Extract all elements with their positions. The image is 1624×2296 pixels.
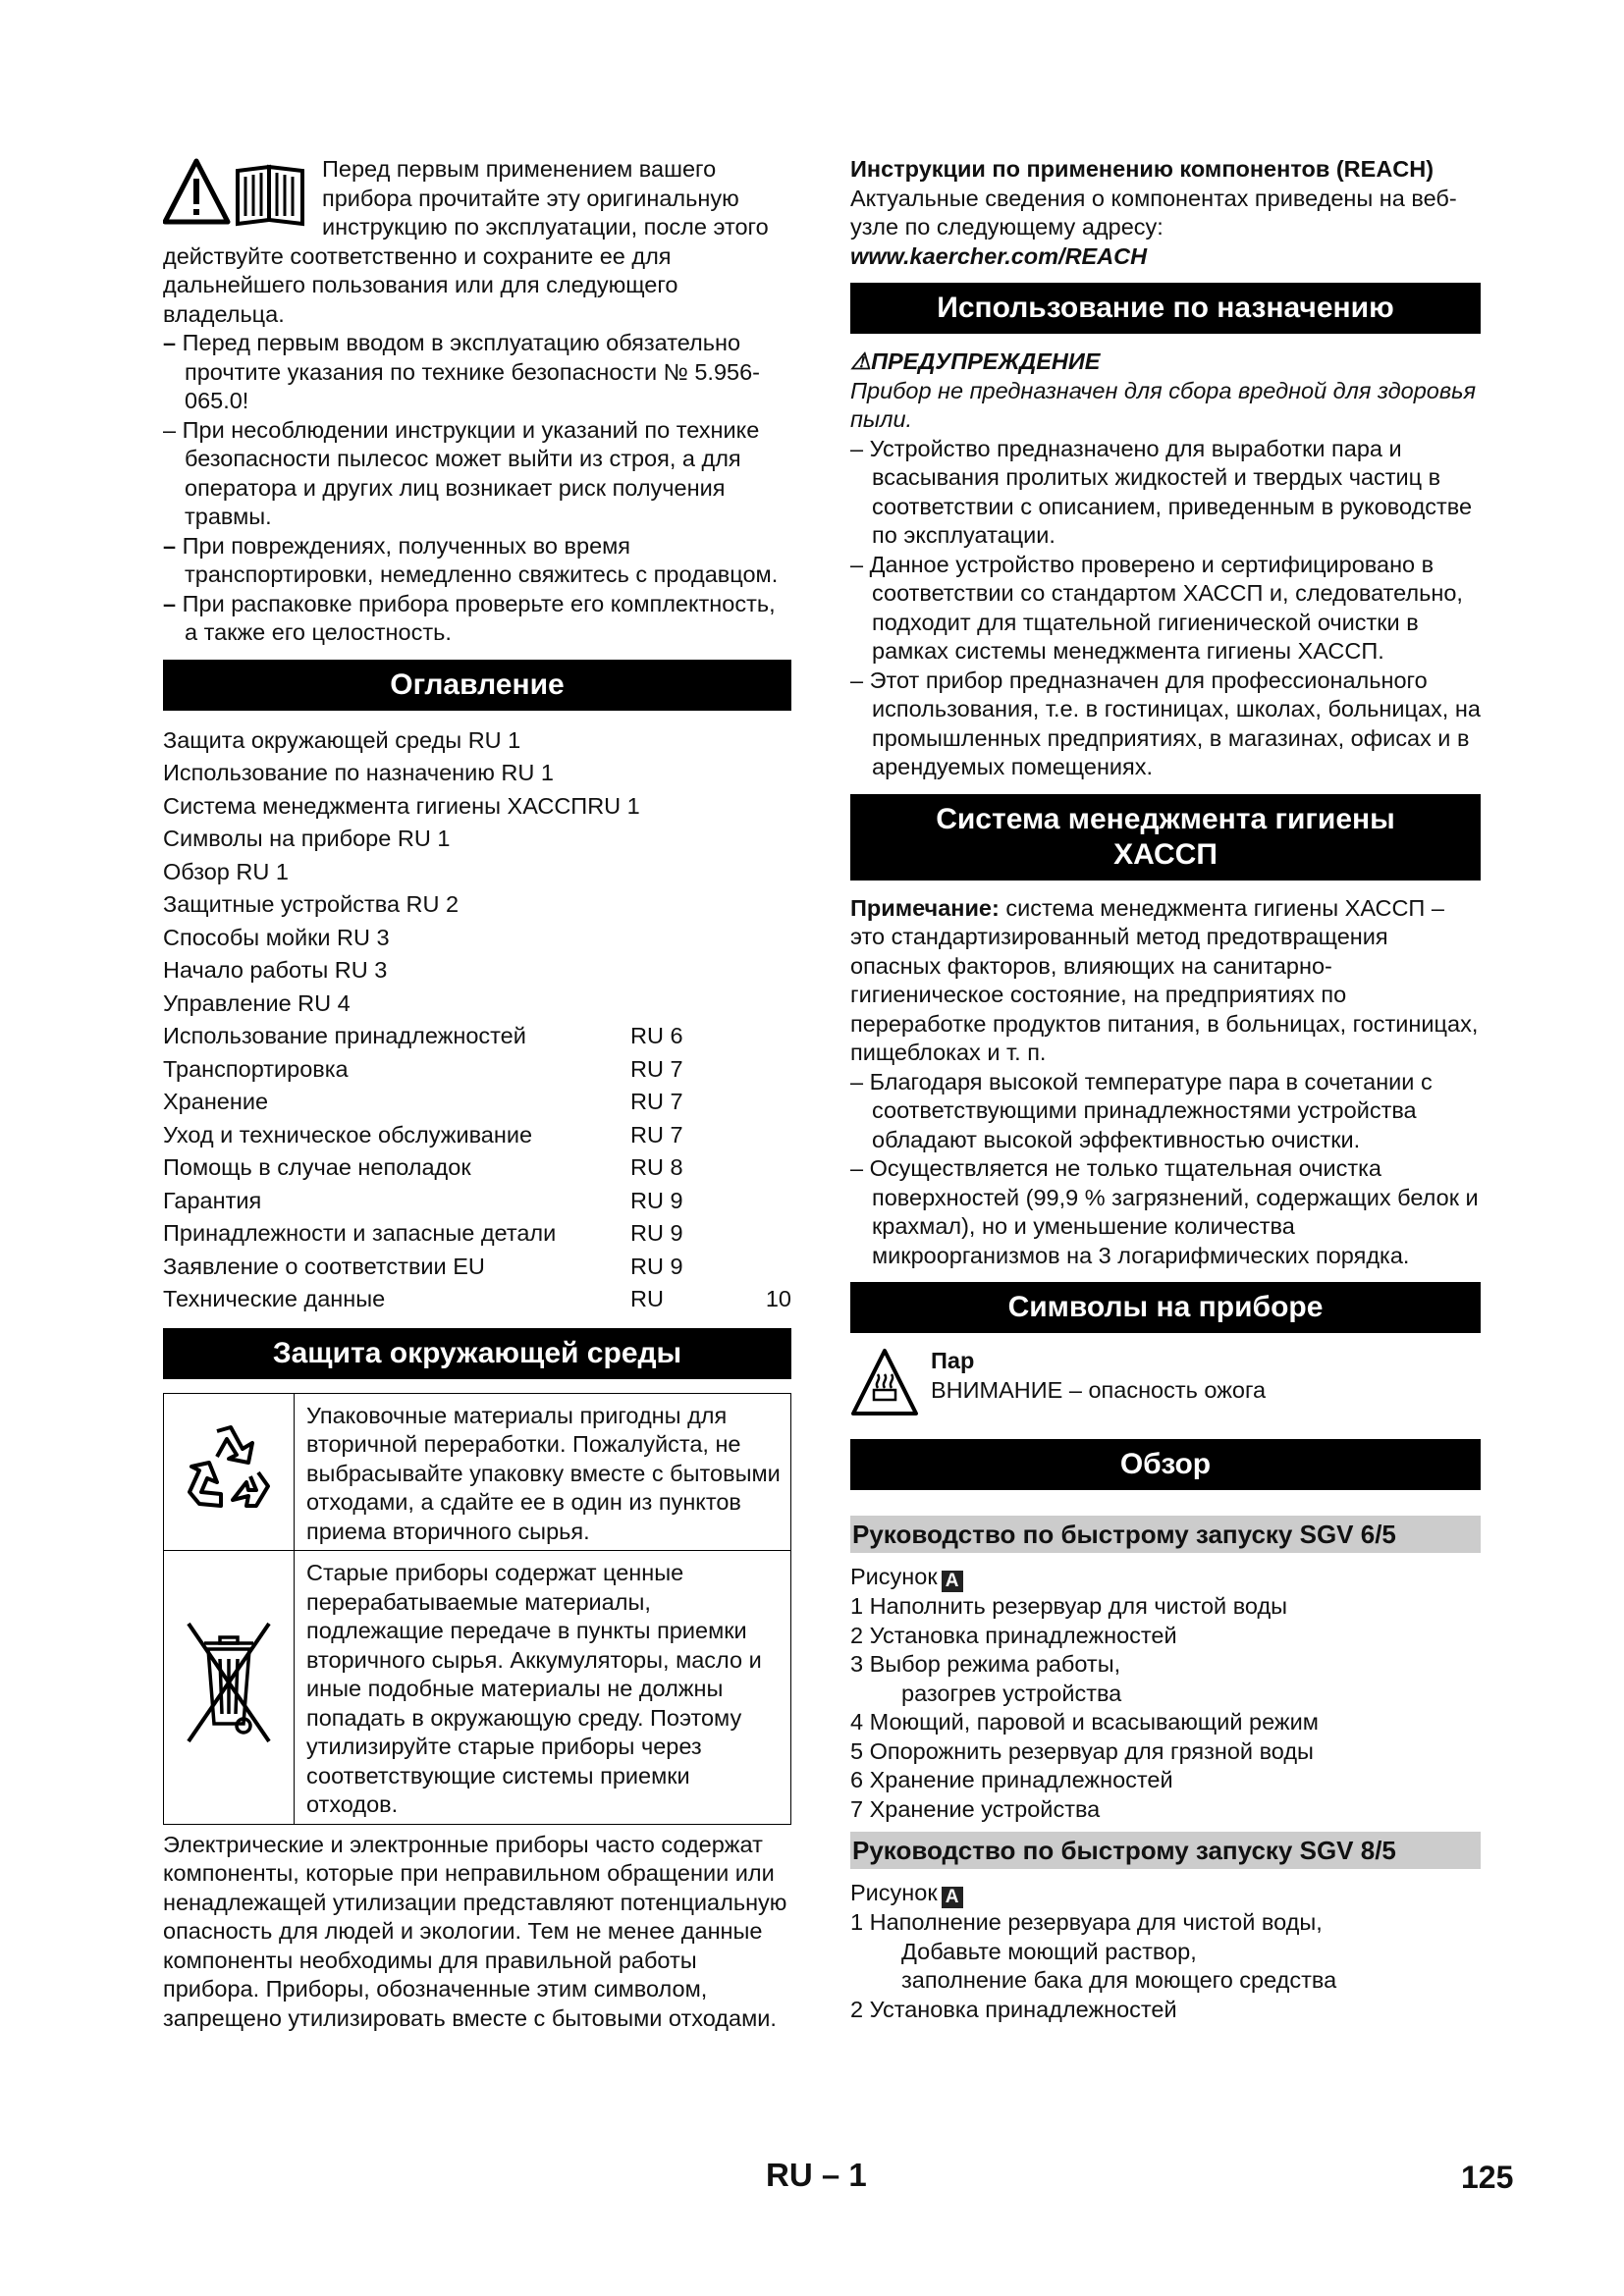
list-item: 3 Выбор режима работы, разогрев устройства — [850, 1651, 1122, 1706]
list-item: 1 Наполнить резервуар для чистой воды — [850, 1593, 1288, 1619]
warning-icon: ⚠ — [850, 348, 872, 374]
list-item: – Благодаря высокой температуре пара в сочетании с соответствующими принадлежностями устройства обладают высокой эффективностью очистки. — [850, 1068, 1433, 1152]
list-item: 1 Наполнение резервуара для чистой воды, Добавьте моющий раствор, заполнение бака для моющего средства — [850, 1909, 1337, 1993]
footer-page-number: 125 — [1461, 2160, 1514, 2195]
env-after-text: Электрические и электронные приборы часто содержат компоненты, которые при неправильном обращении или ненадлежащей утилизации представляют потенциальную опасность для людей и экологии. Тем не менее данные компоненты необходимы для правильной работы прибора. Приборы, обозначенные этим символом, запрещено утилизировать вместе с бытовыми отходами. — [163, 1831, 787, 2031]
toc-heading: Оглавление — [163, 660, 791, 711]
toc-item[interactable]: Принадлежности и запасные детали RU 9 — [163, 1220, 683, 1246]
list-item: – Устройство предназначено для выработки пара и всасывания пролитых жидкостей и твердых частиц в соответствии с описанием, приведенным в руководстве по эксплуатации. — [850, 435, 1473, 548]
toc-item[interactable]: Начало работы RU 3 — [163, 957, 388, 983]
haccp-bullets — [850, 1068, 1481, 1271]
list-item: 2 Установка принадлежностей — [850, 1996, 1177, 2022]
use-heading: Использование по назначению — [850, 283, 1481, 334]
figure-badge: A — [942, 1571, 963, 1592]
list-item: – Осуществляется не только тщательная очистка поверхностей (99,9 % загрязнений, содержащих белок и крахмал), но и уменьшение количества микроорганизмов на 3 логарифмических порядка. — [850, 1155, 1479, 1268]
toc-item[interactable]: Хранение RU 7 — [163, 1089, 683, 1114]
recycle-text: Упаковочные материалы пригодны для вторичной переработки. Пожалуйста, не выбрасывайте упаковку вместе с бытовыми отходами, а сдайте ее в один из пунктов приема вторичного сырья. — [295, 1393, 791, 1551]
sgv65-list — [850, 1592, 1481, 1824]
left-column — [163, 155, 791, 2033]
sgv65-heading: Руководство по быстрому запуску SGV 6/5 — [850, 1516, 1481, 1553]
crossed-bin-icon — [175, 1610, 283, 1757]
steam-label: Пар — [931, 1348, 975, 1373]
list-item: 6 Хранение принадлежностей — [850, 1767, 1173, 1792]
toc-item[interactable]: Обзор RU 1 — [163, 858, 289, 884]
list-item: – При несоблюдении инструкции и указаний по технике безопасности пылесос может выйти из строя, а для оператора и других лиц возникает риск получения травмы. — [163, 416, 760, 529]
recycle-icon — [178, 1417, 280, 1520]
list-item: – Перед первым вводом в эксплуатацию обязательно прочтите указания по технике безопасности № 5.956-065.0! — [163, 330, 760, 413]
list-item: – Этот прибор предназначен для профессионального использования, т.е. в гостиницах, школах, больницах, на промышленных предприятиях, в магазинах, офисах и в арендуемых помещениях. — [850, 667, 1481, 779]
figure-ref: Рисунок A — [850, 1879, 1481, 1908]
toc-item[interactable]: Уход и техническое обслуживание RU 7 — [163, 1121, 683, 1148]
figure-badge: A — [942, 1887, 963, 1908]
list-item: – При распаковке прибора проверьте его комплектность, а также его целостность. — [163, 590, 776, 645]
toc-item[interactable]: Использование принадлежностей RU 6 — [163, 1023, 683, 1048]
symbols-heading: Символы на приборе — [850, 1282, 1481, 1333]
toc-item[interactable]: Управление RU 4 — [163, 989, 351, 1016]
right-column — [850, 155, 1481, 2024]
reach-title: Инструкции по применению компонентов (REACH) — [850, 156, 1435, 182]
toc-item[interactable]: Заявление о соответствии EU RU 9 — [163, 1253, 683, 1279]
footer-section-page: RU – 1 — [766, 2157, 867, 2193]
sgv85-list — [850, 1908, 1481, 2024]
warning-text: Прибор не предназначен для сбора вредной для здоровья пыли. — [850, 377, 1477, 432]
figure-ref: Рисунок A — [850, 1563, 1481, 1592]
env-heading: Защита окружающей среды — [163, 1328, 791, 1379]
haccp-heading: Система менеджмента гигиены ХАССП — [850, 794, 1481, 881]
list-item: 7 Хранение устройства — [850, 1795, 1101, 1822]
hot-steam-warning-icon — [850, 1347, 919, 1419]
toc-item[interactable]: Защитные устройства RU 2 — [163, 891, 460, 917]
list-item: – Данное устройство проверено и сертифицировано в соответствии со стандартом ХАССП и, следовательно, подходит для тщательной гигиенической очистки в рамках системы менеджмента гигиены ХАССП. — [850, 551, 1463, 664]
list-item: 4 Моющий, паровой и всасывающий режим — [850, 1709, 1319, 1735]
warning-manual-icon — [163, 157, 308, 228]
intro-text: Перед первым применением вашего прибора прочитайте эту оригинальную инструкцию по эксплуатации, после этого действуйте соответственно и сохраните ее для дальнейшего пользования или для следующего владельца. — [163, 156, 769, 327]
use-bullets — [850, 435, 1481, 782]
toc-item[interactable]: Символы на приборе RU 1 — [163, 826, 451, 851]
reach-text: Актуальные сведения о компонентах приведены на веб-узле по следующему адресу: — [850, 185, 1457, 240]
steam-text: ВНИМАНИЕ – опасность ожога — [931, 1376, 1267, 1403]
haccp-note: Примечание: система менеджмента гигиены ХАССП – это стандартизированный метод предотвращения опасных факторов, влияющих на санитарно-гигиеническое состояние, на предприятиях по переработке продуктов питания, в больницах, гостиницах, пищеблоках и т. п. — [850, 894, 1479, 1065]
toc-item[interactable]: Использование по назначению RU 1 — [163, 760, 554, 785]
bin-text: Старые приборы содержат ценные перерабатываемые материалы, подлежащие передаче в пункты приемки вторичного сырья. Аккумуляторы, масло и иные подобные материалы не должны попадать в окружающую среду. Поэтому утилизируйте старые приборы через соответствующие системы приемки отходов. — [295, 1551, 791, 1825]
toc-item[interactable]: Транспортировка RU 7 — [163, 1055, 683, 1082]
table-of-contents — [163, 724, 791, 1316]
env-table — [163, 1393, 791, 1825]
toc-item[interactable]: Гарантия RU 9 — [163, 1187, 683, 1213]
intro-section — [163, 155, 791, 648]
overview-heading: Обзор — [850, 1439, 1481, 1490]
toc-item[interactable]: Технические данные RU 10 — [163, 1286, 791, 1311]
list-item: – При повреждениях, полученных во время транспортировки, немедленно свяжитесь с продавцом. — [163, 532, 779, 587]
sgv85-heading: Руководство по быстрому запуску SGV 8/5 — [850, 1832, 1481, 1869]
list-item: 2 Установка принадлежностей — [850, 1622, 1177, 1648]
toc-item[interactable]: Способы мойки RU 3 — [163, 924, 390, 950]
intro-bullets — [163, 329, 791, 648]
list-item: 5 Опорожнить резервуар для грязной воды — [850, 1737, 1314, 1764]
warning-heading: ⚠ПРЕДУПРЕЖДЕНИЕ — [850, 348, 1101, 374]
toc-item[interactable]: Защита окружающей среды RU 1 — [163, 726, 521, 753]
steam-symbol-row — [850, 1347, 1481, 1419]
reach-link[interactable]: www.kaercher.com/REACH — [850, 242, 1148, 269]
toc-item[interactable]: Система менеджмента гигиены ХАССПRU 1 — [163, 792, 640, 819]
toc-item[interactable]: Помощь в случае неполадок RU 8 — [163, 1154, 683, 1180]
